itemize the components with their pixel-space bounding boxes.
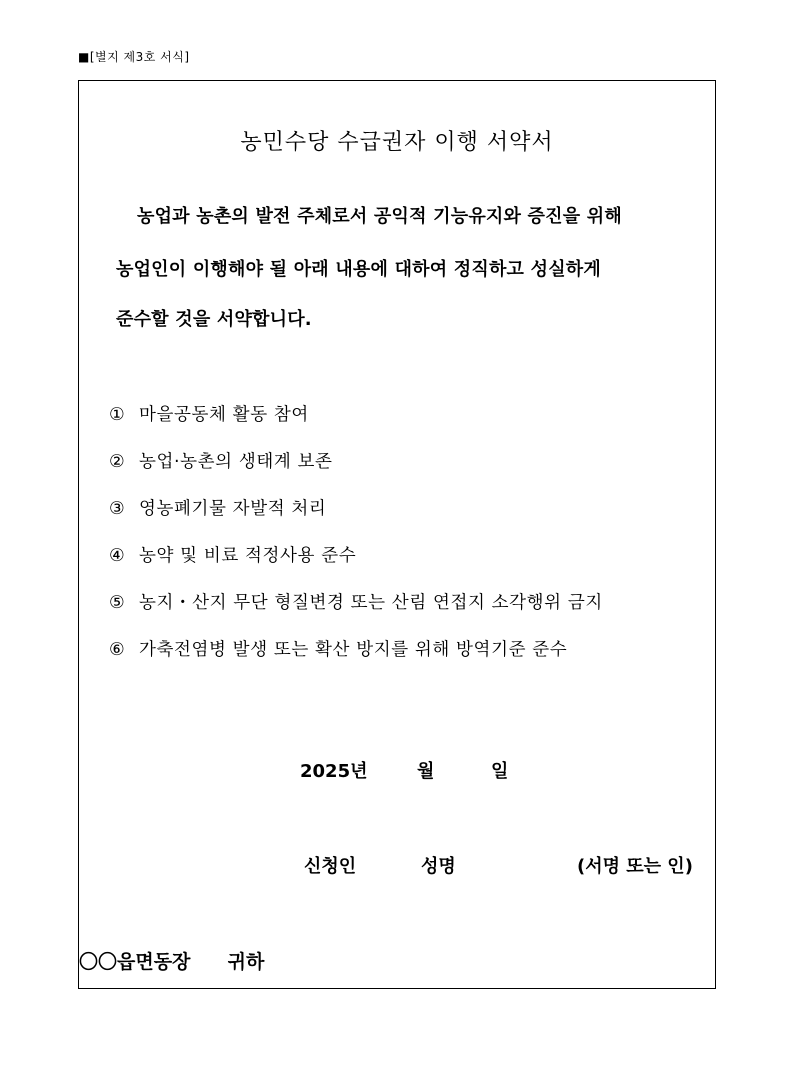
form-number-label: ■[별지 제3호 서식] — [78, 50, 190, 64]
document-title: 농민수당 수급권자 이행 서약서 — [240, 130, 554, 155]
pledge-item-3 — [109, 495, 326, 520]
pledge-form-frame — [78, 80, 716, 989]
intro-line-1: 농업과 농촌의 발전 주체로서 공익적 기능유지와 증진을 위해 — [137, 206, 622, 227]
pledge-item-6 — [109, 636, 567, 661]
item-text: 가축전염병 발생 또는 확산 방지를 위해 방역기준 준수 — [139, 640, 568, 660]
item-number: ⑥ — [109, 640, 126, 660]
applicant-label: 신청인 — [304, 856, 357, 877]
item-number: ③ — [109, 499, 126, 519]
addressee-office: 〇〇읍면동장 — [79, 951, 191, 973]
item-number: ① — [109, 405, 126, 425]
pledge-item-1 — [109, 401, 309, 426]
item-text: 농지・산지 무단 형질변경 또는 산림 연접지 소각행위 금지 — [139, 593, 603, 613]
date-year: 2025년 — [300, 761, 368, 782]
name-label: 성명 — [421, 856, 456, 877]
item-text: 영농폐기물 자발적 처리 — [139, 499, 327, 519]
pledge-item-5 — [109, 589, 603, 614]
item-number: ⑤ — [109, 593, 126, 613]
pledge-item-4 — [109, 542, 356, 567]
item-text: 농업·농촌의 생태계 보존 — [139, 452, 333, 472]
addressee-honorific: 귀하 — [227, 951, 265, 973]
item-number: ② — [109, 452, 126, 472]
pledge-item-2 — [109, 448, 333, 473]
intro-line-3: 준수할 것을 서약합니다. — [116, 309, 312, 330]
date-day: 일 — [491, 761, 509, 782]
date-month: 월 — [417, 761, 435, 782]
item-text: 농약 및 비료 적정사용 준수 — [139, 546, 357, 566]
item-text: 마을공동체 활동 참여 — [139, 405, 309, 425]
item-number: ④ — [109, 546, 126, 566]
addressee — [79, 947, 264, 974]
intro-line-2: 농업인이 이행해야 될 아래 내용에 대하여 정직하고 성실하게 — [116, 259, 601, 280]
sign-or-seal-hint: (서명 또는 인) — [577, 856, 693, 877]
